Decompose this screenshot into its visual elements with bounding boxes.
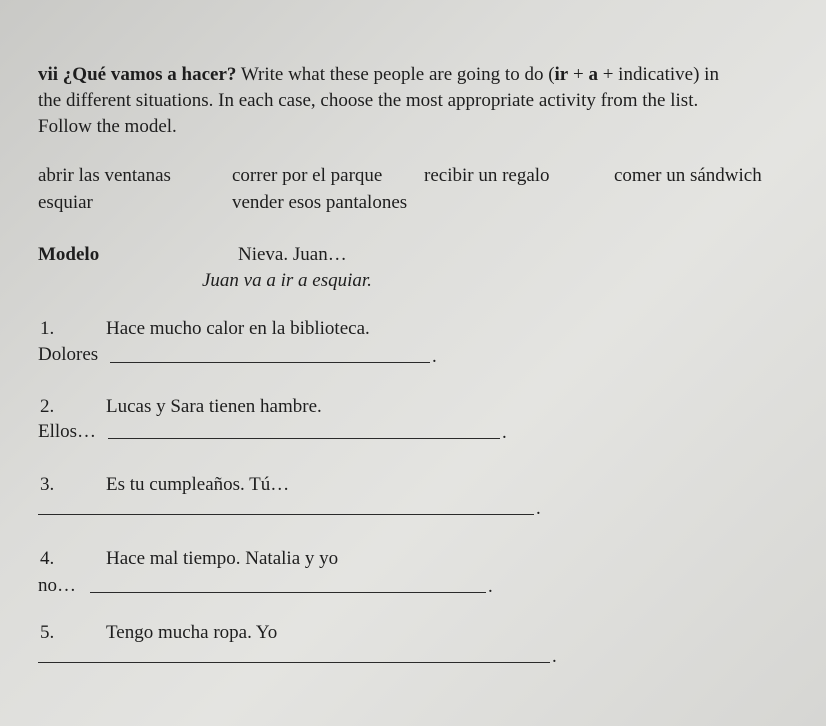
model-answer: Juan va a ir a esquiar. [202,270,372,291]
instructions-line-2: the different situations. In each case, choose the most appropriate activity from the list. [38,90,699,111]
item-end-period: . [502,422,507,443]
model-prompt: Nieva. Juan… [238,244,347,265]
item-subject: Dolores [38,344,99,365]
instructions-line-1 [38,64,719,86]
item-end-period: . [488,576,493,597]
answer-blank[interactable] [38,662,550,663]
item-subject: Ellos… [38,421,97,442]
answer-blank[interactable] [108,438,500,439]
item-prompt: Hace mucho calor en la biblioteca. [106,318,370,339]
activity-item: abrir las ventanas [38,165,171,186]
activity-item: vender esos pantalones [232,192,408,213]
activity-item: esquiar [38,192,93,213]
answer-blank[interactable] [38,514,534,515]
model-label: Modelo [38,244,100,265]
item-prompt: Lucas y Sara tienen hambre. [106,396,322,417]
formula-plus-1: + [568,64,589,85]
exercise-title: vii ¿Qué vamos a hacer? [38,64,237,85]
answer-blank[interactable] [110,362,430,363]
item-number: 2. [40,396,55,417]
item-number: 5. [40,622,55,643]
activity-item: correr por el parque [232,165,383,186]
item-end-period: . [536,498,541,519]
activity-item: comer un sándwich [614,165,762,186]
instructions-line-3: Follow the model. [38,116,177,137]
activity-item: recibir un regalo [424,165,550,186]
answer-blank[interactable] [90,592,486,593]
item-prompt: Es tu cumpleaños. Tú… [106,474,290,495]
item-end-period: . [552,646,557,667]
instructions-text-1: Write what these people are going to do ( [236,64,555,85]
item-subject: no… [38,575,76,596]
formula-a: a [588,64,598,85]
item-number: 3. [40,474,55,495]
formula-plus-2: + indicative) in [597,64,719,85]
item-end-period: . [432,346,437,367]
item-prompt: Tengo mucha ropa. Yo [106,622,278,643]
item-number: 1. [40,318,55,339]
item-number: 4. [40,548,55,569]
item-prompt: Hace mal tiempo. Natalia y yo [106,548,339,569]
formula-ir: ir [554,64,569,85]
